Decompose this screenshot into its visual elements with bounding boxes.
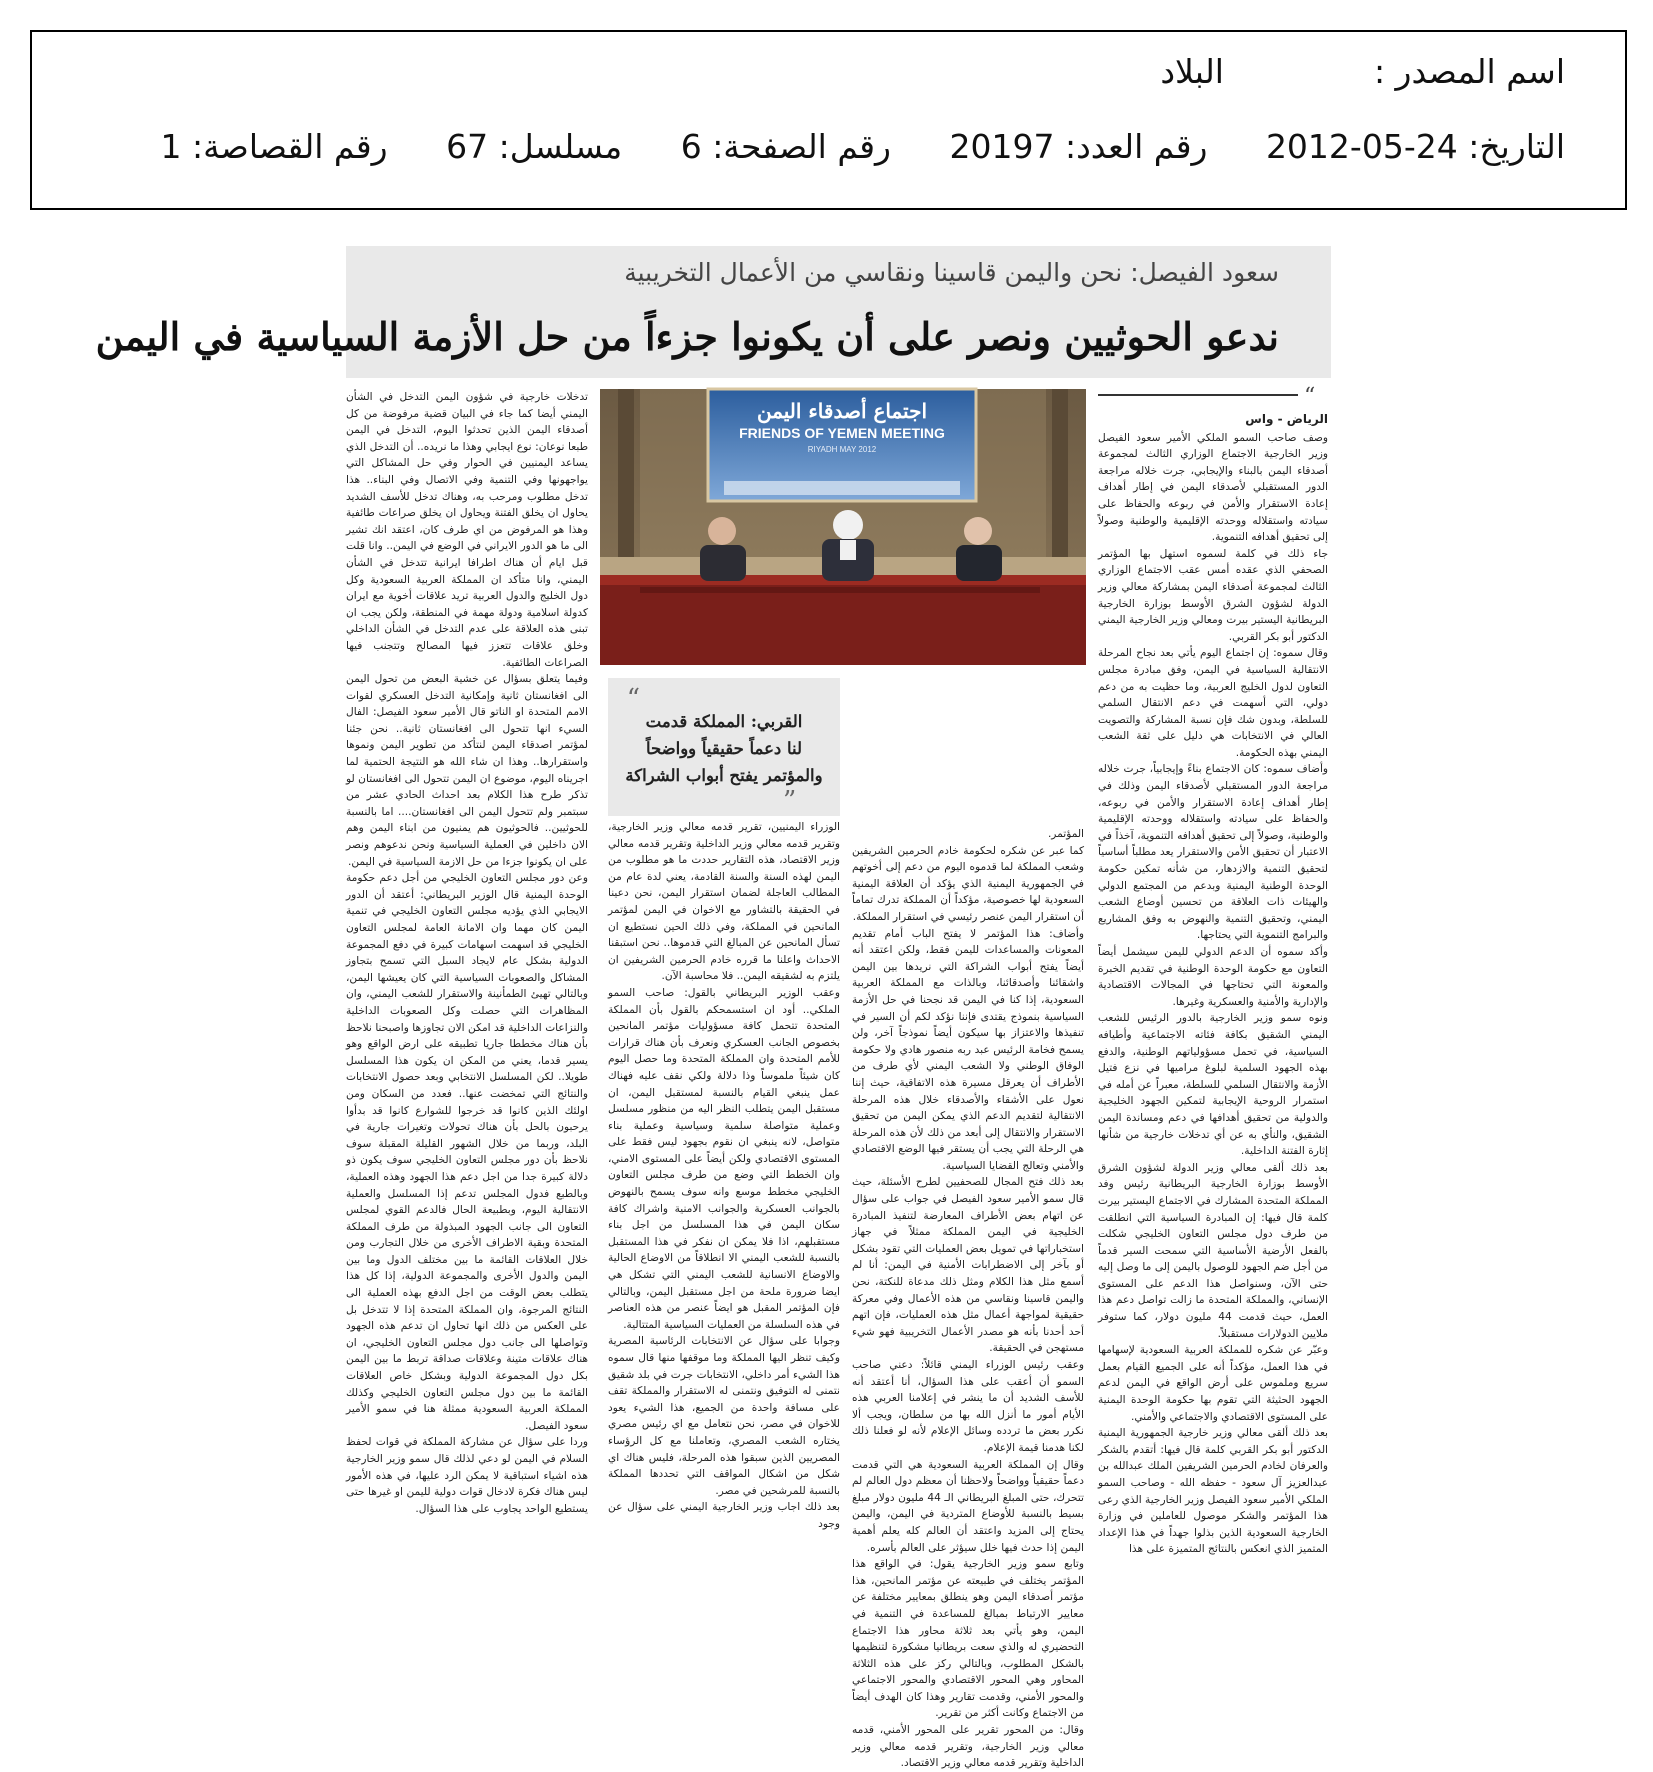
paragraph: وقال سموه: إن اجتماع اليوم يأتي بعد نجاح المرحلة الانتقالية السياسية في اليمن، وفق مبادرة مجلس التعاون لدول الخليج العربية، وما حظيت به من دعم دولي، التي أسهمت في دعم الانتقال السلمي للسلطة، وبدون شك فإن نسبة المشاركة والتصويت العالي في الانتخابات هي دليل على ثقة الشعب اليمني بهذه الحكومة. bbox=[1098, 647, 1328, 759]
paragraph: كما عبر عن شكره لحكومة خادم الحرمين الشريفين وشعب المملكة لما قدموه اليوم من دعم إلى أخوتهم في الجمهورية اليمنية الذي يؤكد أن العلاقة اليمنية السعودية لها خصوصية، مؤكداً أن المملكة تدرك تماماً أن استقرار اليمن عنصر رئيسي في استقرار المملكة. bbox=[852, 844, 1084, 923]
paragraph: الوزراء اليمنيين، تقرير قدمه معالي وزير الخارجية، وتقرير قدمه معالي وزير الداخلية وتقرير قدمه معالي وزير الاقتصاد، هذه التقارير حددت ما هو مطلوب من اليمن لهذه السنة والسنة القادمة، يعني لدة عام من المطالب العاجلة لضمان استقرار اليمن، نحن دعينا في الحقيقة بالتشاور مع الاخوان في اليمن لمؤتمر المانحين في المملكة، وفي ذلك الحين نستطيع ان تسأل المانحين عن المبالغ التي قدموها.. نحن استبقنا الاحداث واعلنا ما قرره خادم الحرمين الشريفين ان يلتزم به لشقيقه اليمن.. فلا محاسبة الآن. bbox=[608, 821, 840, 983]
details-row bbox=[161, 127, 1566, 166]
page-label: رقم الصفحة: bbox=[712, 127, 891, 166]
article-column-1 bbox=[1098, 389, 1328, 1556]
paragraph: وأكد سموه أن الدعم الدولي لليمن سيشمل أيضاً التعاون مع حكومة الوحدة الوطنية في تقديم الخبرة والمعونة التي تحتاجها في المجالات الاقتصادية والإدارية والأمنية والعسكرية وغيرها. bbox=[1098, 946, 1328, 1008]
banner-subtitle: RIYADH MAY 2012 bbox=[807, 445, 877, 454]
pull-quote bbox=[608, 678, 840, 816]
paragraph: تدخلات خارجية في شؤون اليمن التدخل في الشأن اليمني أيضا كما جاء في البيان قضية مرفوضة من كل أصدقاء اليمن الذين تحدثوا اليوم، التدخل في اليمن طبعا نوعان: نوع ايجابي وهذا ما نريده.. أن التدخل الذي يساعد اليمنيين في الحوار وفي حل المشاكل التي يواجهونها وفي التنمية وفي الاتصال وفي البناء.. هذا تدخل مطلوب ومرحب به، وهناك تدخل للأسف الشديد يحاول ان يخلق الفتنة ويحاول ان يخلق صراعات طائفية وهذا هو المرفوض من اي طرف كان، اعتقد انك تشير الى ما هو الدور الايراني في الوضع في اليمن.. وانا قلت قبل ايام أن هناك اطرافا ايرانية تتدخل في الشأن اليمني، وانا متأكد ان المملكة العربية السعودية وكل دول الخليج والدول العربية تريد علاقات أخوية مع ايران كدولة اسلامية ودولة مهمة في المنطقة، ولكن يجب ان تبنى هذه العلاقة على عدم التدخل في الشأن الداخلي وخلق علاقات تتعزز فيها المصالح وتتجنب فيها الصراعات الطائفية. bbox=[346, 391, 588, 669]
paragraph: وأضاف: هذا المؤتمر لا يفتح الباب أمام تقديم المعونات والمساعدات لليمن فقط، ولكن اعتقد أنه أيضاً يفتح أبواب الشراكة التي نريدها بين اليمن واشقائنا وأصدقائنا، وبالذات مع المملكة العربية السعودية، إذا كنا في اليمن قد نجحنا في حل الأزمة السياسية بنموذج يقتدى فإننا نؤكد لكم أن السير في تنفيذها والاعتزاز بها سيكون أيضاً نموذجاً آخر، ولن يسمح فخامة الرئيس عبد ربه منصور هادي ولا حكومة الوفاق الوطني ولا الشعب اليمني لأي طرف من الأطراف أن يعرقل مسيرة هذه الاتفاقية، حيث إننا نعول على الأشقاء والأصدقاء خلال هذه المرحلة الانتقالية لتقديم الدعم الذي يمكن اليمن من تحقيق الاستقرار والانتقال إلى أبعد من ذلك لأن هذه المرحلة هي الرحلة التي يجب أن يستقر فيها الوضع الاقتصادي والأمني وتعالج القضايا السياسية. bbox=[852, 927, 1084, 1172]
banner-english-title: FRIENDS OF YEMEN MEETING bbox=[739, 425, 945, 441]
paragraph: وأضاف سموه: كان الاجتماع بناءً وإيجابياً، جرت خلاله مراجعة الدور المستقبلي لأصدقاء اليمن وذلك في إطار أهداف إعادة الاستقرار والأمن في ربوعه، والحفاظ على سيادته واستقلاله ووحدته الإقليمية والوطنية، وصولاً إلى تحقيق أهدافه التنموية، آخذاً في الاعتبار أن تحقيق الأمن والاستقرار يعد مطلباً أساسياً لتحقيق التنمية والازدهار، من شأنه تمكين حكومة الوحدة الوطنية اليمنية وبدعم من المجتمع الدولي والهيئات ذات العلاقة من تحسين أوضاع الشعب اليمني، وتحقيق التنمية والنهوض به وفق المشاريع والبرامج التنموية التي يحتاجها. bbox=[1098, 763, 1328, 942]
source-value: البلاد bbox=[1160, 52, 1224, 91]
clip-value: 1 bbox=[160, 127, 182, 166]
paragraph: بعد ذلك فتح المجال للصحفيين لطرح الأسئلة، حيث قال سمو الأمير سعود الفيصل في جواب على سؤال عن اتهام بعض الأطراف المعارضة لتنفيذ المبادرة الخليجية في اليمن المملكة ممثلاً في جهاز استخباراتها في تمويل بعض العمليات التي تقود بشكل أو بآخر إلى الاضطرابات الأمنية في اليمن: أنا لم أسمع مثل هذا الكلام ومثل ذلك مدعاة للنكتة، نحن واليمن قاسينا ونقاسي من هذه الأعمال وفي معركة حقيقية لمواجهة أعمال مثل هذه العمليات، فإن اتهم أحد أحدنا بأنه هو مصدر الأعمال التخريبية فهو شيء مستهجن في الحقيقة. bbox=[852, 1176, 1084, 1355]
date-value: 2012-05-24 bbox=[1265, 127, 1458, 166]
paragraph: ونوه سمو وزير الخارجية بالدور الرئيس للشعب اليمني الشقيق بكافة فئاته الاجتماعية وأطيافه السياسية، في تحمل مسؤولياتهم الوطنية، والدفع بهذه الجهود السلمية لبلوغ مراميها في نزع فتيل الأزمة والانتقال السلمي للسلطة، معبراً عن أمله في استمرار الروحية الإيجابية لتمكين الجهود الخليجية والدولية من تحقيق أهدافها في دعم ومساندة اليمن الشقيق، والنأي به عن أي تدخلات خارجية من شأنها إثارة الفتنة الداخلية. bbox=[1098, 1012, 1328, 1158]
clip-label: رقم القصاصة: bbox=[192, 127, 388, 166]
paragraph: وصف صاحب السمو الملكي الأمير سعود الفيصل وزير الخارجية الاجتماع الوزاري الثالث لمجموعة أصدقاء اليمن بالبناء والإيجابي، جرت خلاله مراجعة الدور المستقبلي لأصدقاء اليمن في إطار أهداف إعادة الاستقرار والأمن في ربوعه والحفاظ على سيادته واستقلاله ووحدته الإقليمية والوطنية وصولاً إلى تحقيق أهدافه التنموية. bbox=[1098, 431, 1328, 544]
paragraph: وردا على سؤال عن مشاركة المملكة في قوات لحفظ السلام في اليمن لو دعي لذلك قال سمو وزير الخارجية هذه اشياء استباقية لا يمكن الرد عليها، في هذه الأمور ليس هناك فكرة لادخال قوات دولية لليمن او غيرها حتى يستطيع الواحد يجاوب على هذا السؤال. bbox=[346, 1436, 588, 1515]
paragraph: جاء ذلك في كلمة لسموه استهل بها المؤتمر الصحفي الذي عقده أمس عقب الاجتماع الوزاري الثالث لمجموعة أصدقاء اليمن بمشاركة معالي وزير الدولة لشؤون الشرق الأوسط بوزارة الخارجية البريطانية اليستير بيرت ومعالي وزير الخارجية اليمني الدكتور أبو بكر القربي. bbox=[1098, 547, 1328, 643]
source-label: اسم المصدر : bbox=[1373, 52, 1565, 91]
paragraph: وعقب رئيس الوزراء اليمني قائلاً: دعني صاحب السمو أن أعقب على هذا السؤال، أنا أعتقد أنه للأسف الشديد أن ما ينشر في إعلامنا العربي هذه الأيام أمور ما أنزل الله بها من سلطان، ويجب ألا نكرر بعض ما تردده وسائل الإعلام لأنه لو فعلنا ذلك لكنا هدمنا قيمة الإعلام. bbox=[852, 1359, 1084, 1454]
article-headline: ندعو الحوثيين ونصر على أن يكونوا جزءاً من حل الأزمة السياسية في اليمن bbox=[95, 314, 1279, 359]
pull-quote-line: والمؤتمر يفتح أبواب الشراكة bbox=[625, 766, 823, 785]
paragraph: وقال: من المحور تقرير على المحور الأمني، قدمه معالي وزير الخارجية، وتقرير قدمه معالي وزير الداخلية وتقرير قدمه معالي وزير الاقتصاد. bbox=[852, 1724, 1084, 1770]
pull-quote-line: لنا دعماً حقيقياً وواضحاً bbox=[645, 739, 803, 758]
paragraph: بعد ذلك اجاب وزير الخارجية اليمني على سؤال عن وجود bbox=[608, 1501, 840, 1530]
article-column-3 bbox=[608, 819, 840, 1530]
paragraph: بعد ذلك ألقى معالي وزير خارجية الجمهورية اليمنية الدكتور أبو بكر القربي كلمة قال فيها: أتقدم بالشكر والعرفان لخادم الحرمين الشريفين الملك عبدالله بن عبدالعزيز آل سعود - حفظه الله - وصاحب السمو الملكي الأمير سعود الفيصل وزير الخارجية الذي رعى هذا المؤتمر والشكر موصول للعاملين في وزارة الخارجية السعودية الذين بذلوا جهداً في هذا الإعداد المتميز الذي انعكس بالنتائج المتميزة على هذا bbox=[1098, 1427, 1328, 1556]
open-quote-icon: “ bbox=[626, 684, 640, 714]
newspaper-clipping bbox=[95, 246, 1331, 1770]
clipping-metadata-box bbox=[30, 30, 1627, 210]
article-column-4 bbox=[346, 389, 588, 1519]
article-kicker: سعود الفيصل: نحن واليمن قاسينا ونقاسي من الأعمال التخريبية bbox=[624, 258, 1279, 287]
quote-mark-icon: “ bbox=[1304, 384, 1316, 409]
pull-quote-line: القربي: المملكة قدمت bbox=[645, 712, 803, 731]
issue-label: رقم العدد: bbox=[1064, 127, 1208, 166]
paragraph: المؤتمر. bbox=[1047, 828, 1084, 840]
paragraph: وعن دور مجلس التعاون الخليجي من أجل دعم حكومة الوحدة اليمنية قال الوزير البريطاني: أعتقد أن الدور الايجابي الذي يؤديه مجلس التعاون الخليجي في تنمية اليمن كان مهما وان الامانة العامة لمجلس التعاون الخليجي قد اسهمت اسهامات كبيرة في دفع المجموعة الدولية بشكل عام لايجاد السبل التي تسمح بتجاوز المشاكل والصعوبات السياسية التي كان يعيشها اليمن، وبالتالي تهيئ الطمأنينة والاستقرار للشعب اليمني، وان المظاهرات التي حصلت وكل الصعوبات الداخلية والنزاعات الداخلية قد امكن الان تجاوزها واصبحنا نلاحظ بأن هناك مخططا جاريا تطبيقه على ارض الواقع وهو يسير قدما، يعني من المكن ان يكون هذا المسلسل طويلا.. لكن المسلسل الانتخابي وبعد حصول الانتخابات والنتائج التي تمخضت عنها.. فعدد من السكان ومن اولئك الذين كانوا قد خرجوا للشوارع كانوا قد بدأوا يرحبون بالحل بأن هناك تحولات وتغيرات جارية في البلد، وربما من خلال الشهور القليلة المقبلة سوف نلاحظ بأن دور مجلس التعاون الخليجي سوف يكون ذو دلالة كبيرة جدا من اجل دعم هذا الجهود وهذه العملية، وبالطبع فدول المجلس تدعم إذا المسلسل والعملية الانتقالية اليوم، وبطبيعة الحال فالدعم القوي لمجلس التعاون الى جانب الجهود المبذولة من طرف المملكة المتحدة وبقية الاطراف الأخرى من خلال التجارب ومن خلال العلاقات القائمة ما بين مختلف الدول وما بين اليمن والدول الأخرى والمجموعة الدولية، إذا كل هذا يتطلب بعض الوقت من اجل الدفع بهذه العملية الى النتائج المرجوة، وان المملكة المتحدة إذا لا تتدخل بل على العكس من ذلك انها تحاول ان تدعم هذه الجهود وتواصلها الى جانب دول مجلس التعاون الخليجي، ان هناك علاقات متينة وعلاقات صداقة تربط ما بين اليمن بكل دول المجموعة الدولية وبشكل خاص العلاقات القائمة ما بين دول مجلس التعاون الخليجي وكذلك المملكة العربية السعودية ممثلة هنا في سمو الأمير سعود الفيصل. bbox=[346, 872, 588, 1432]
paragraph: وعقب الوزير البريطاني بالقول: صاحب السمو الملكي.. أود ان استسمحكم بالقول بأن المملكة المتحدة تتحمل كافة مسؤوليات مؤتمر المانحين بخصوص الجانب العسكري ونعرف بأن هناك قرارات للأمم المتحدة وان المملكة المتحدة وما حصل اليوم كان شيئاً ملموساً وذا دلالة ولكي نقف عليه فهناك عمل ينبغي القيام بالنسبة لمستقبل اليمن، ان مستقبل اليمن يتطلب النظر اليه من منظور مسلسل وعملية متواصلة سلمية وسياسية وعملية بناء متواصل، لانه ينبغي ان نقوم بجهود ليس فقط على المستوى الاقتصادي ولكن أيضاً على المستوى الامني، وان الخطط التي وضع من طرف مجلس التعاون الخليجي مخطط موسع وانه سوف يسمح بالنهوض بالجوانب العسكرية والجوانب الامنية واشراك كافة سكان اليمن في هذا المسلسل من اجل بناء مستقبلهم، اذا فلا يمكن ان نفكر في هذا المستقبل بالنسبة للشعب اليمني الا انطلاقاً من الاوضاع الحالية والاوضاع الانسانية للشعب اليمني التي تشكل هي ايضا ضرورة ملحة من اجل مستقبل اليمن، وبالتالي فإن المؤتمر المقبل هو ايضاً عنصر من هذه العناصر في هذه السلسلة من العمليات السياسية المتتالية. bbox=[608, 986, 840, 1331]
paragraph: وجوابا على سؤال عن الانتخابات الرئاسية المصرية وكيف تنظر اليها المملكة وما موقفها منها قال سموه هذا الشيء أمر داخلي، الانتخابات جرت في بلد شقيق نتمنى له التوفيق ونتمنى له الاستقرار والمملكة تقف على مسافة واحدة من الجميع، هذا الشيء يعود للاخوان في مصر، نحن نتعامل مع اي رئيس مصري يختاره الشعب المصري، وتعاملنا مع كل الرؤساء المصريين الذين سبقوا هذه المرحلة، فليس هناك اي شكل من اشكال المواقف التي تحددها المملكة بالنسبة للمرشحين في مصر. bbox=[608, 1335, 840, 1497]
article-dateline: الرياض - واس bbox=[1245, 412, 1328, 426]
page-value: 6 bbox=[680, 127, 702, 166]
date-label: التاريخ: bbox=[1468, 127, 1565, 166]
serial-label: مسلسل: bbox=[498, 127, 623, 166]
paragraph: وعبّر عن شكره للمملكة العربية السعودية لإسهامها في هذا العمل، مؤكداً أنه على الجميع القيام بعمل سريع وملموس على أرض الواقع في اليمن لدعم الجهود الحثيثة التي تقوم بها حكومة الوحدة اليمنية على المستوى الاقتصادي والاجتماعي والأمني. bbox=[1098, 1344, 1328, 1423]
serial-value: 67 bbox=[446, 127, 489, 166]
paragraph: وتابع سمو وزير الخارجية يقول: في الواقع هذا المؤتمر يختلف في طبيعته عن مؤتمر المانحين، هذا مؤتمر أصدقاء اليمن وهو ينطلق بمعايير مختلفة عن معايير الارتباط بمبالغ للمساعدة في التنمية في اليمن، وهو يأتي بعد ثلاثة محاور هذا الاجتماع التحضيري له والذي سعت بريطانيا مشكورة لتنظيمها بالشكل المطلوب، وبالتالي ركز على هذه الثلاثة المحاور وهي المحور الاقتصادي والمحور الاجتماعي والمحور الأمني، وقدمت تقارير وهذا كان الهدف أيضاً من الاجتماع وكانت أكثر من تقرير. bbox=[852, 1558, 1084, 1720]
pull-quote-text bbox=[618, 708, 830, 789]
headline-banner bbox=[95, 246, 1331, 378]
paragraph: بعد ذلك ألقى معالي وزير الدولة لشؤون الشرق الأوسط بوزارة الخارجية البريطانية رئيس وفد المملكة المتحدة المشارك في الاجتماع اليستير بيرت كلمة قال فيها: إن المبادرة السياسية التي انطلقت من طرف دول مجلس التعاون الخليجي شكلت بالفعل الأرضية الأساسية التي سمحت السير قدماً من أجل ضم الجهود للوصول باليمن إلى ما وصل إليه حتى الآن، وسنواصل هذا الدعم على المستوى الإنساني، والمملكة المتحدة ما زالت تواصل دعم هذا العمل، حيث قدمت 44 مليون دولار، كما ستوفر ملايين الدولارات مستقبلاً. bbox=[1098, 1161, 1328, 1340]
issue-value: 20197 bbox=[949, 127, 1055, 166]
banner-arabic-title: اجتماع أصدقاء اليمن bbox=[756, 399, 928, 423]
source-row bbox=[1160, 52, 1565, 91]
article-column-2 bbox=[852, 826, 1084, 1770]
paragraph: وقال إن المملكة العربية السعودية هي التي قدمت دعماً حقيقياً وواضحاً ولاحظنا أن معظم دول العالم لم تتحرك، حتى المبلغ البريطاني الـ 44 مليون دولار مبلغ بسيط بالنسبة للأوضاع المتردية في اليمن، واليمن يحتاج إلى المزيد واعتقد أن العالم كله يعلم أهمية اليمن إذا حدث فيها خلل سيؤثر على العالم بأسره. bbox=[852, 1458, 1084, 1554]
conference-photo bbox=[600, 389, 1086, 665]
paragraph: وفيما يتعلق بسؤال عن خشية البعض من تحول اليمن الى افغانستان ثانية وإمكانية التدخل العسكري لقوات الامم المتحدة او الناتو قال الأمير سعود الفيصل: الفال السيء انها تتحول الى افغانستان ثانية.. نحن جئنا لمؤتمر اصدقاء اليمن لنتأكد من تطوير اليمن ونموها واستقرارها.. وهذا ان شاء الله هو النتيجة الحتمية لما اجريناه اليوم، موضوع ان اليمن تتحول الى افغانستان لو تذكر طرح هذا الكلام بعد احداث الحادي عشر من سبتمبر ولم تتحول اليمن الى افغانستان.... اما بالنسبة للحوثيين.. فالحوثيون هم يمنيون من ابناء اليمن وهم الان داخلين في العملية السياسية ونحن ندعوهم ونصر على ان يكونوا جزءا من حل الازمة السياسية في اليمن. bbox=[346, 673, 588, 868]
close-quote-icon: ” bbox=[783, 786, 797, 816]
